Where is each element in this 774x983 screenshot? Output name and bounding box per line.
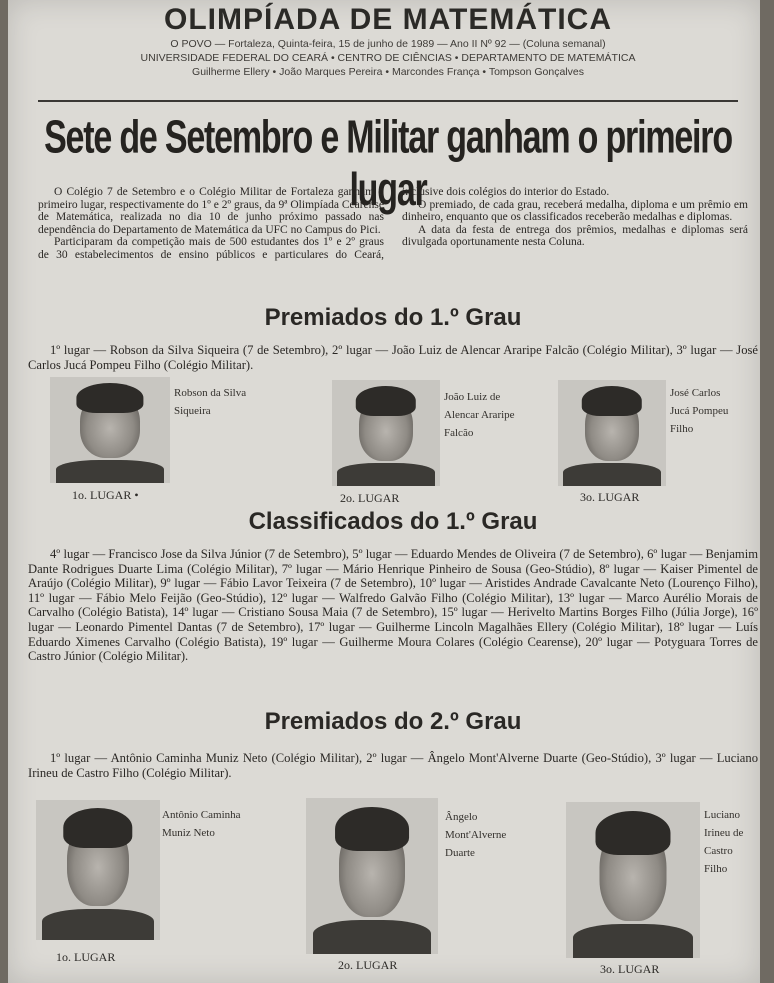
place-label: 2o. LUGAR <box>338 958 398 972</box>
newspaper-clipping <box>8 0 760 983</box>
photo-caption: Antônio Caminha Muniz Neto <box>162 809 241 839</box>
photo-premiado-1-2 <box>332 380 440 486</box>
place-label: 1o. LUGAR <box>56 950 116 964</box>
section-heading-classificados-1: Classificados do 1.º Grau <box>248 508 538 535</box>
intro-paragraph: A data da festa de entrega dos prêmios, medalhas e diplomas será divulgada oportunamente nesta Coluna. <box>402 223 748 249</box>
photo-caption: Luciano Irineu de Castro Filho <box>704 809 744 875</box>
masthead <box>38 0 738 102</box>
place-label: 3o. LUGAR <box>580 490 640 504</box>
photo-caption: José Carlos Jucá Pompeu Filho <box>670 387 729 435</box>
photo-caption: João Luiz de Alencar Araripe Falcão <box>444 391 515 439</box>
authors-line: Guilherme Ellery • João Marques Pereira • Marcondes França • Tompson Gonçalves <box>192 66 584 78</box>
place-label: 1o. LUGAR • <box>72 488 139 502</box>
photo-premiado-1-1 <box>50 377 170 483</box>
photo-caption: Ângelo Mont'Alverne Duarte <box>445 811 507 859</box>
headline: Sete de Setembro e Militar ganham o primeiro lugar <box>44 112 732 216</box>
premiados-1-text: 1º lugar — Robson da Silva Siqueira (7 de Setembro), 2º lugar — João Luiz de Alencar Araripe Falcão (Colégio Militar), 3º lugar — José Carlos Jucá Pompeu Filho (Colégio Militar). <box>28 343 758 372</box>
intro-paragraph: O premiado, de cada grau, receberá medalha, diploma e um prêmio em dinheiro, enquanto que os classificados receberão medalhas e diplomas. <box>402 198 748 224</box>
photo-premiado-1-3 <box>558 380 666 486</box>
publication-line: O POVO — Fortaleza, Quinta-feira, 15 de junho de 1989 — Ano II Nº 92 — (Coluna semanal) <box>170 38 606 50</box>
intro-text <box>38 186 748 262</box>
photo-caption: Robson da Silva Siqueira <box>174 387 247 417</box>
section-heading-premiados-1: Premiados do 1.º Grau <box>264 304 522 331</box>
photo-premiado-2-1 <box>36 800 160 940</box>
photo-premiado-2-3 <box>566 802 700 958</box>
institution-line: UNIVERSIDADE FEDERAL DO CEARÁ • CENTRO DE CIÊNCIAS • DEPARTAMENTO DE MATEMÁTICA <box>140 52 636 64</box>
photo-premiado-2-2 <box>306 798 438 954</box>
premiados-2-text: 1º lugar — Antônio Caminha Muniz Neto (Colégio Militar), 2º lugar — Ângelo Mont'Alverne Duarte (Geo-Stúdio), 3º lugar — Luciano Irineu de Castro Filho (Colégio Militar). <box>28 751 758 780</box>
place-label: 2o. LUGAR <box>340 491 400 505</box>
intro-paragraph: Participaram da competição mais de 500 estudantes dos 1º e 2º graus de 30 estabelecimentos de ensino públicos e particulares do Ceará, inclusive dois colégios do interior do Estado. <box>38 186 610 261</box>
section-heading-premiados-2: Premiados do 2.º Grau <box>264 708 522 735</box>
classificados-1-text: 4º lugar — Francisco Jose da Silva Júnior (7 de Setembro), 5º lugar — Eduardo Mendes de Oliveira (7 de Setembro), 6º lugar — Benjamim Dante Rodrigues Duarte Lima (Colégio Militar), 7º lugar — Mário Henrique Pinheiro de Sousa (Geo-Stúdio), 8º lugar — Kaiser Pimentel de Araújo (Colégio Militar), 9º lugar — Fábio Lavor Teixeira (7 de Setembro), 10º lugar — Aristides Andrade Cavalcante Neto (Lourenço Filho), 11º lugar — Fábio Melo Feijão (Geo-Stúdio), 12º lugar — Walfredo Galvão Filho (Colégio Militar), 13º lugar — Marco Aurélio Morais de Carvalho (Colégio Batista), 14º lugar — Cristiano Sousa Maia (7 de Setembro), 15º lugar — Herivelto Martins Borges Filho (Júlia Jorge), 16º lugar — Leonardo Pimentel Dantas (7 de Setembro), 17º lugar — Guilherme Lincoln Magalhães Ellery (Colégio Militar), 18º lugar — Luís Eduardo Ximenes Carvalho (Colégio Batista), 19º lugar — Guilherme Moura Colares (Colégio Cearense), 20º lugar — Potyguara Torres de Castro Júnior (Colégio Militar). <box>28 547 758 664</box>
intro-paragraph: O Colégio 7 de Setembro e o Colégio Militar de Fortaleza ganham o primeiro lugar, respectivamente do 1º e 2º graus, da 9ª Olimpíada Cearense de Matemática, realizada no dia 10 de junho próximo passado nas dependência do Departamento de Matemática da UFC no Campus do Pici. <box>38 186 384 236</box>
column-title: OLIMPÍADA DE MATEMÁTICA <box>164 3 612 36</box>
place-label: 3o. LUGAR <box>600 962 660 976</box>
